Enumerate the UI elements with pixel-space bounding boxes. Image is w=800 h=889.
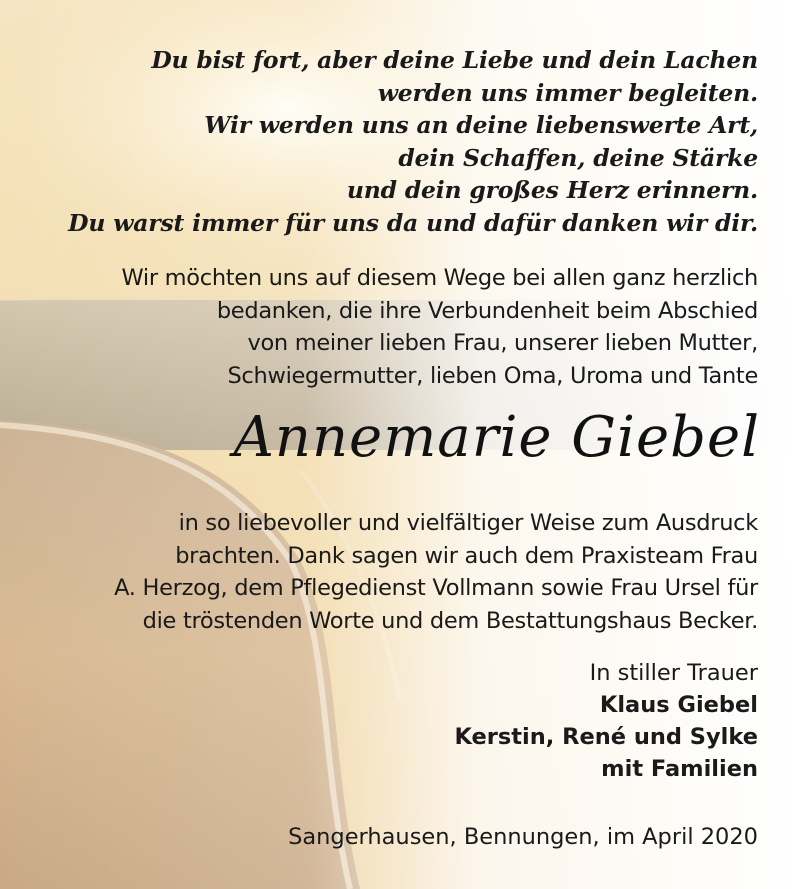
mourners-signature	[454, 657, 758, 785]
text-line: in so liebevoller und vielfältiger Weise zum Ausdruck	[178, 510, 758, 536]
place-and-date: Sangerhausen, Bennungen, im April 2020	[288, 824, 758, 850]
poem-line: werden uns immer begleiten.	[377, 78, 758, 107]
text-line: bedanken, die ihre Verbundenheit beim Abschied	[216, 297, 758, 324]
thanks-intro-paragraph	[121, 262, 758, 392]
poem-line: und dein großes Herz erinnern.	[346, 176, 758, 204]
text-line: von meiner lieben Frau, unserer lieben Mutter,	[247, 330, 758, 356]
poem-line: dein Schaffen, deine Stärke	[398, 143, 758, 172]
memorial-poem	[68, 44, 758, 239]
signature-intro: In stiller Trauer	[589, 660, 758, 686]
mourner-name: mit Familien	[601, 756, 758, 782]
mourner-name: Kerstin, René und Sylke	[454, 724, 758, 750]
text-line: Schwiegermutter, lieben Oma, Uroma und Tante	[227, 362, 758, 389]
deceased-name: Annemarie Giebel	[233, 405, 760, 470]
text-line: die tröstenden Worte und dem Bestattungshaus Becker.	[142, 607, 758, 634]
text-line: A. Herzog, dem Pflegedienst Vollmann sowie Frau Ursel für	[114, 575, 758, 601]
text-line: brachten. Dank sagen wir auch dem Praxisteam Frau	[175, 542, 758, 569]
poem-line: Du warst immer für uns da und dafür danken wir dir.	[68, 208, 758, 237]
mourner-name: Klaus Giebel	[599, 692, 758, 718]
text-line: Wir möchten uns auf diesem Wege bei allen ganz herzlich	[121, 265, 758, 291]
thanks-body-paragraph	[114, 507, 758, 637]
poem-line: Wir werden uns an deine liebenswerte Art,	[204, 111, 758, 139]
poem-line: Du bist fort, aber deine Liebe und dein Lachen	[151, 46, 758, 74]
